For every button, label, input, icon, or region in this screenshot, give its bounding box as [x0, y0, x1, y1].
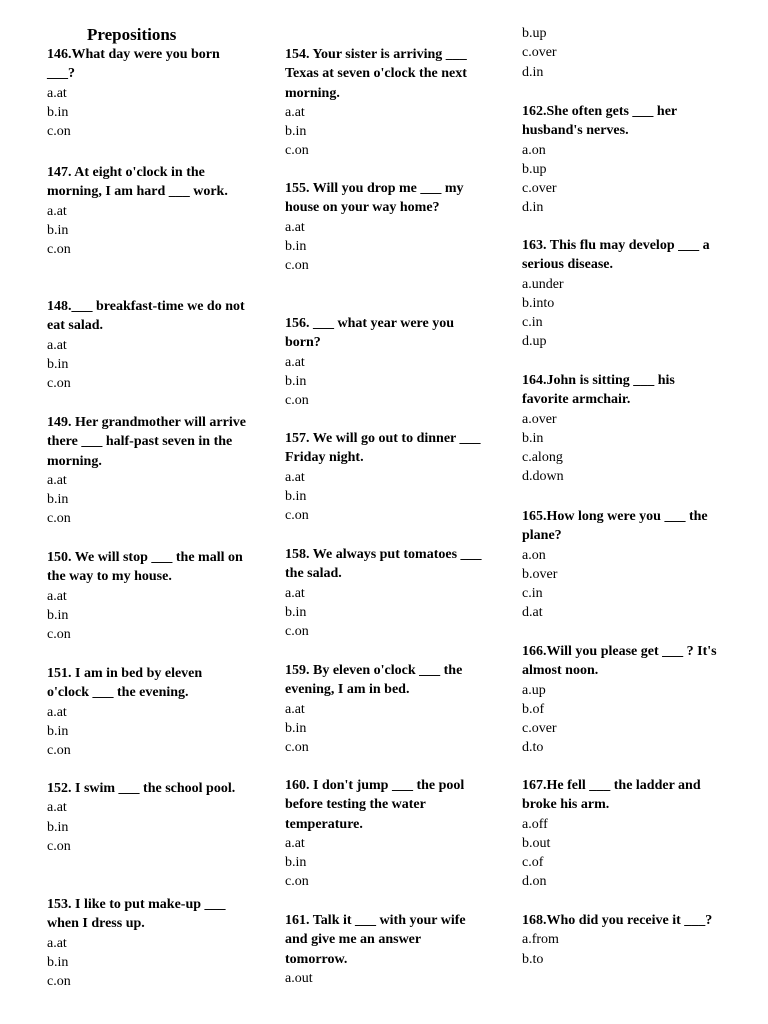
question-block [522, 507, 722, 623]
answer-option: b.in [47, 819, 69, 835]
question-block [47, 664, 247, 760]
question-text: 151. I am in bed by eleven o'clock ___ the evening. [47, 666, 203, 701]
answer-option: c.of [522, 855, 544, 871]
answer-option: b.up [522, 26, 547, 41]
question-text: 155. Will you drop me ___ my house on your way home? [285, 181, 464, 216]
answer-option: a.at [47, 203, 67, 219]
question-block [47, 413, 247, 529]
answer-option: d.to [522, 740, 544, 756]
answer-option: c.on [47, 838, 71, 854]
answer-option: a.at [285, 701, 305, 717]
answer-option: d.in [522, 200, 544, 216]
answer-option: c.on [285, 624, 309, 640]
question-text: 148.___ breakfast-time we do not eat salad. [47, 299, 245, 334]
answer-option: a.at [47, 85, 67, 101]
answer-option: b.in [285, 720, 307, 736]
question-text: 150. We will stop ___ the mall on the way to my house. [47, 550, 243, 585]
answer-option: c.on [47, 627, 71, 643]
question-text: 160. I don't jump ___ the pool before testing the water temperature. [285, 778, 465, 832]
answer-option: c.on [285, 874, 309, 890]
question-text: 163. This flu may develop ___ a serious disease. [522, 238, 710, 273]
answer-option: b.in [47, 222, 69, 238]
question-block [522, 24, 722, 82]
answer-option: a.at [285, 469, 305, 485]
question-block [47, 779, 247, 856]
answer-option: a.at [47, 337, 67, 353]
answer-option: a.from [522, 932, 559, 948]
question-text: 167.He fell ___ the ladder and broke his arm. [522, 778, 701, 813]
answer-option: a.at [47, 800, 67, 816]
answer-option: a.up [522, 682, 546, 698]
answer-option: b.in [285, 373, 307, 389]
question-text: 146.What day were you born ___? [47, 47, 220, 82]
answer-option: a.at [47, 935, 67, 951]
answer-option: c.on [47, 242, 71, 258]
answer-option: a.at [47, 588, 67, 604]
question-text: 162.She often gets ___ her husband's nerves. [522, 104, 677, 139]
answer-option: a.at [285, 104, 305, 120]
answer-option: c.along [522, 450, 563, 466]
question-block [285, 179, 485, 275]
question-block [47, 45, 247, 141]
answer-option: a.on [522, 547, 546, 563]
answer-option: a.at [47, 704, 67, 720]
question-block [522, 911, 722, 969]
question-block [47, 895, 247, 991]
question-block [522, 642, 722, 758]
answer-option: d.at [522, 605, 543, 621]
question-text: 156. ___ what year were you born? [285, 316, 455, 351]
answer-option: b.in [47, 104, 69, 120]
answer-option: a.on [522, 142, 546, 158]
answer-option: b.out [522, 835, 551, 851]
answer-option: a.out [285, 970, 313, 986]
answer-option: a.at [285, 835, 305, 851]
question-block [285, 545, 485, 641]
question-block [522, 236, 722, 352]
answer-option: a.at [285, 354, 305, 370]
answer-option: b.in [47, 607, 69, 623]
answer-option: c.on [47, 376, 71, 392]
question-block [285, 45, 485, 161]
answer-option: d.up [522, 334, 547, 350]
answer-option: b.in [285, 855, 307, 871]
answer-option: c.in [522, 586, 543, 602]
answer-option: c.on [47, 974, 71, 990]
answer-option: b.in [47, 492, 69, 508]
answer-option: c.on [47, 743, 71, 759]
answer-option: a.at [285, 585, 305, 601]
answer-option: c.on [285, 393, 309, 409]
question-block [285, 661, 485, 757]
question-text: 166.Will you please get ___ ? It's almost noon. [522, 644, 717, 679]
answer-option: a.under [522, 276, 564, 292]
question-block [285, 776, 485, 892]
answer-option: c.on [285, 143, 309, 159]
question-block [285, 429, 485, 525]
page-title: Prepositions [87, 25, 177, 44]
answer-option: c.on [47, 124, 71, 140]
answer-option: c.over [522, 45, 557, 61]
answer-option: c.over [522, 721, 557, 737]
question-text: 157. We will go out to dinner ___ Friday night. [285, 431, 481, 466]
answer-option: d.on [522, 874, 547, 890]
question-text: 149. Her grandmother will arrive there ___ half-past seven in the morning. [47, 415, 246, 469]
question-text: 165.How long were you ___ the plane? [522, 509, 708, 544]
answer-option: a.off [522, 816, 548, 832]
answer-option: c.on [285, 258, 309, 274]
answer-option: c.on [47, 511, 71, 527]
question-text: 152. I swim ___ the school pool. [47, 781, 236, 796]
answer-option: b.of [522, 701, 545, 717]
question-text: 154. Your sister is arriving ___ Texas at seven o'clock the next morning. [285, 47, 467, 101]
answer-option: b.in [285, 488, 307, 504]
answer-option: c.in [522, 315, 543, 331]
answer-option: d.in [522, 64, 544, 80]
answer-option: b.over [522, 566, 558, 582]
answer-option: c.over [522, 181, 557, 197]
answer-option: a.at [285, 219, 305, 235]
answer-option: b.in [47, 954, 69, 970]
question-text: 153. I like to put make-up ___ when I dress up. [47, 897, 226, 932]
question-block [47, 548, 247, 644]
question-block [522, 102, 722, 218]
question-block [285, 314, 485, 410]
question-text: 158. We always put tomatoes ___ the salad. [285, 547, 482, 582]
question-block [522, 371, 722, 487]
answer-option: b.in [522, 430, 544, 446]
answer-option: c.on [285, 508, 309, 524]
question-text: 161. Talk it ___ with your wife and give me an answer tomorrow. [285, 913, 466, 967]
answer-option: a.at [47, 472, 67, 488]
question-block [47, 297, 247, 393]
answer-option: b.in [285, 238, 307, 254]
answer-option: b.into [522, 295, 555, 311]
question-block [285, 911, 485, 988]
question-text: 168.Who did you receive it ___? [522, 913, 713, 928]
answer-option: c.on [285, 740, 309, 756]
question-text: 164.John is sitting ___ his favorite armchair. [522, 373, 675, 408]
answer-option: a.over [522, 411, 557, 427]
answer-option: b.in [285, 604, 307, 620]
answer-option: b.in [47, 356, 69, 372]
question-text: 159. By eleven o'clock ___ the evening, I am in bed. [285, 663, 463, 698]
answer-option: b.up [522, 161, 547, 177]
question-text: 147. At eight o'clock in the morning, I am hard ___ work. [47, 165, 228, 200]
answer-option: b.to [522, 951, 544, 967]
answer-option: b.in [285, 124, 307, 140]
question-block [522, 776, 722, 892]
answer-option: b.in [47, 723, 69, 739]
question-block [47, 163, 247, 259]
answer-option: d.down [522, 469, 564, 485]
